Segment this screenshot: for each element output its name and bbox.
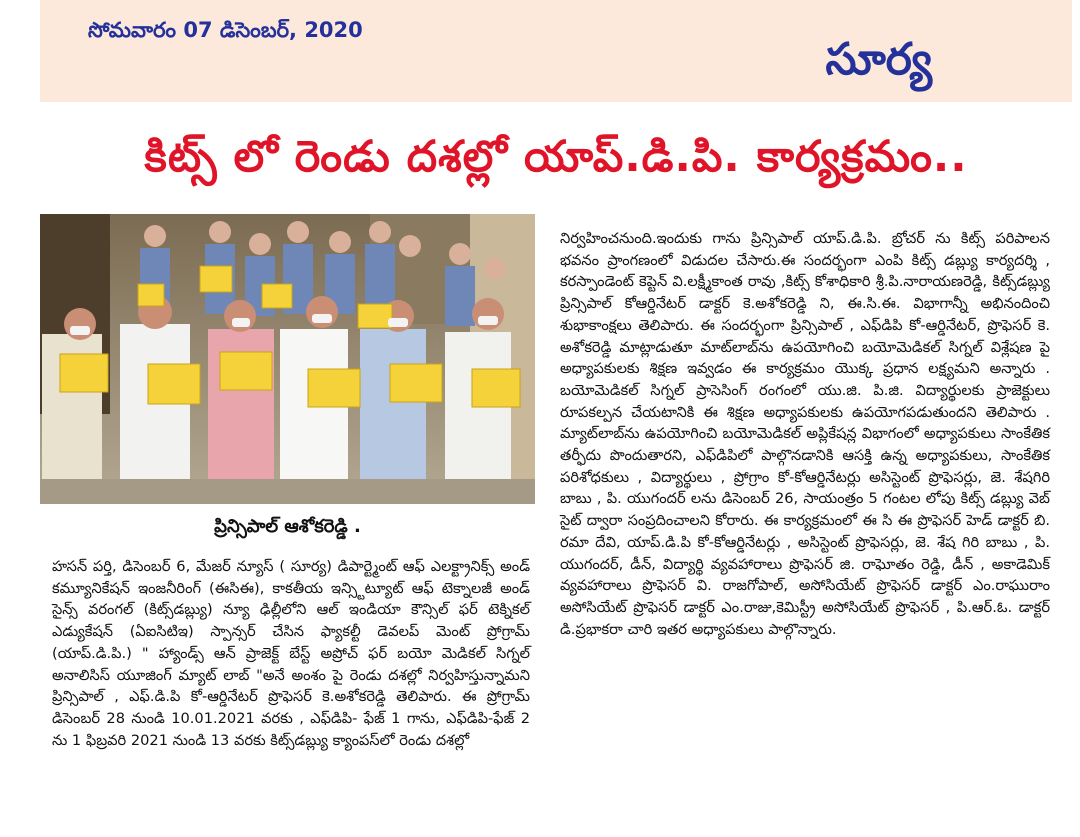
article-text-right: నిర్వహించనుంది.ఇందుకు గాను ప్రిన్సిపాల్ యాప్.డి.పి. బ్రోచర్ ను కిట్స్ పరిపాలన భవనం ప్రాంగణంలో విడుదల చేసారు.ఈ సందర్భంగా ఎంపి కిట్స్ డబ్ల్యు కార్యదర్శి , కరస్పాండెంట్ కెప్టెన్ వి.లక్ష్మీకాంత రావు ,కిట్స్ కోశాధికారి శ్రీ.పి.నారాయణరెడ్డి, కిట్స్‌డబ్ల్యు ప్రిన్సిపాల్ కోఆర్డినేటర్ డాక్టర్ కె.అశోకరెడ్డి ని, ఈ.సి.ఈ. విభాగాన్నీ అభినందించి శుభాకాంక్షలు తెలిపారు. ఈ సందర్భంగా ప్రిన్సిపాల్ , ఎఫ్‌డిపి కో-ఆర్డినేటర్, ప్రొఫెసర్ కె. అశోకరెడ్డి మాట్లాడుతూ మాట్‌లాబ్‌ను ఉపయోగించి బయోమెడికల్ సిగ్నల్ విశ్లేషణ పై అధ్యాపకులకు శిక్షణ ఇవ్వడం ఈ కార్యక్రమం యొక్క ప్రధాన లక్ష్యమని అన్నారు . బయోమెడికల్ సిగ్నల్ ప్రాసెసింగ్ రంగంలో యు.జి. పి.జి. విద్యార్థులకు ప్రాజెక్టులు రూపకల్పన చేయటానికి ఈ శిక్షణ అధ్యాపకులకు ఉపయోగపడుతుందని తెలిపారు . మ్యాట్‌లాబ్‌ను ఉపయోగించి బయోమెడికల్ అప్లికేషన్ల విభాగంలో అధ్యాపకులు సాంకేతిక తర్ఫీదు పొందుతారని, ఎఫ్‌డిపిలో పాల్గొనడానికి ఆసక్తి ఉన్న అధ్యాపకులు, సాంకేతిక పరిశోధకులు , విద్యార్థులు , ప్రోగ్రాం కో-కోఆర్డినేటర్లు అసిస్టెంట్ ప్రొఫెసర్లు, జె. శేషగిరి బాబు , పి. యుగందర్ లను డిసెంబర్ 26, సాయంత్రం 5 గంటల లోపు కిట్స్ డబ్ల్యు వెబ్ సైట్ ద్వారా సంప్రదించాలని కోరారు. ఈ కార్యక్రమంలో ఈ సి ఈ ప్రొఫెసర్ హెడ్ డాక్టర్ బి. రమా దేవి, యాప్.డి.పి కో-కోఆర్డినేటర్లు , అసిస్టెంట్ ప్రొఫెసర్లు, జె. శేష గిరి బాబు , పి. యుగందర్, డీన్, విద్యార్థి వ్యవహారాలు ప్రొఫెసర్ జి. రాఘోతం రెడ్డి, డీన్ , అకాడెమిక్ వ్యవహారాలు ప్రొఫెసర్ వి. రాజగోపాల్, అసోసియేట్ ప్రొఫెసర్ డాక్టర్ ఎం.రాఘురాం అసోసియేట్ ప్రొఫెసర్ డాక్టర్ ఎం.రాజు,కెమిస్ట్రీ అసోసియేట్ ప్రొఫెసర్ , పి.ఆర్.ఓ. డాక్టర్ డి.ప్రభాకరా చారి ఇతర అధ్యాపకులు పాల్గొన్నారు. — [560, 230, 1050, 638]
publication-date: సోమవారం 07 డిసెంబర్, 2020 — [88, 18, 363, 42]
news-photo — [40, 214, 535, 504]
article-column-left — [52, 556, 530, 751]
group-photo-image — [40, 214, 535, 504]
article-column-right — [560, 228, 1050, 640]
article-text-left: హసన్ పర్తి, డిసెంబర్ 6, మేజర్ న్యూస్ ( సూర్య) డిపార్ట్మెంట్ ఆఫ్ ఎలక్ట్రానిక్స్ అండ్ కమ్యూనికేషన్ ఇంజనీరింగ్ (ఈసిఈ), కాకతీయ ఇన్స్టిట్యూట్ ఆఫ్ టెక్నాలజీ అండ్ సైన్స్ వరంగల్ (కిట్స్‌డబ్ల్యు) న్యూ ఢిల్లీలోని ఆల్ ఇండియా కౌన్సిల్ ఫర్ టెక్నికల్ ఎడ్యుకేషన్ (ఏఐసిటిఇ) స్పాన్సర్ చేసిన ఫ్యాకల్టీ డెవలప్ మెంట్ ప్రోగ్రామ్ (యాప్.డి.పి.) " హ్యాండ్స్ ఆన్ ప్రాజెక్ట్ బేస్ట్ అప్రోచ్ ఫర్ బయో మెడికల్ సిగ్నల్ అనాలిసిస్ యూజింగ్ మ్యాట్ లాబ్ "అనే అంశం పై రెండు దశల్లో నిర్వహిస్తున్నామని ప్రిన్సిపాల్ , ఎఫ్.డి.పి కో-ఆర్డినేటర్ ప్రొఫెసర్ కె.అశోకరెడ్డి తెలిపారు. ఈ ప్రోగ్రామ్ డిసెంబర్ 28 నుండి 10.01.2021 వరకు , ఎఫ్‌డిపి- ఫేజ్ 1 గాను, ఎఫ్‌డిపి-ఫేజ్ 2 ను 1 ఫిబ్రవరి 2021 నుండి 13 వరకు కిట్స్‌డబ్ల్యు క్యాంపస్‌లో రెండు దశల్లో — [52, 558, 530, 749]
newspaper-logo: సూర్య — [825, 34, 932, 85]
headline: కిట్స్ లో రెండు దశల్లో యాప్.డి.పి. కార్యక్రమం.. — [144, 132, 968, 182]
photo-caption: ప్రిన్సిపాల్ ఆశోకరెడ్డి . — [214, 516, 361, 537]
masthead — [40, 0, 1072, 102]
